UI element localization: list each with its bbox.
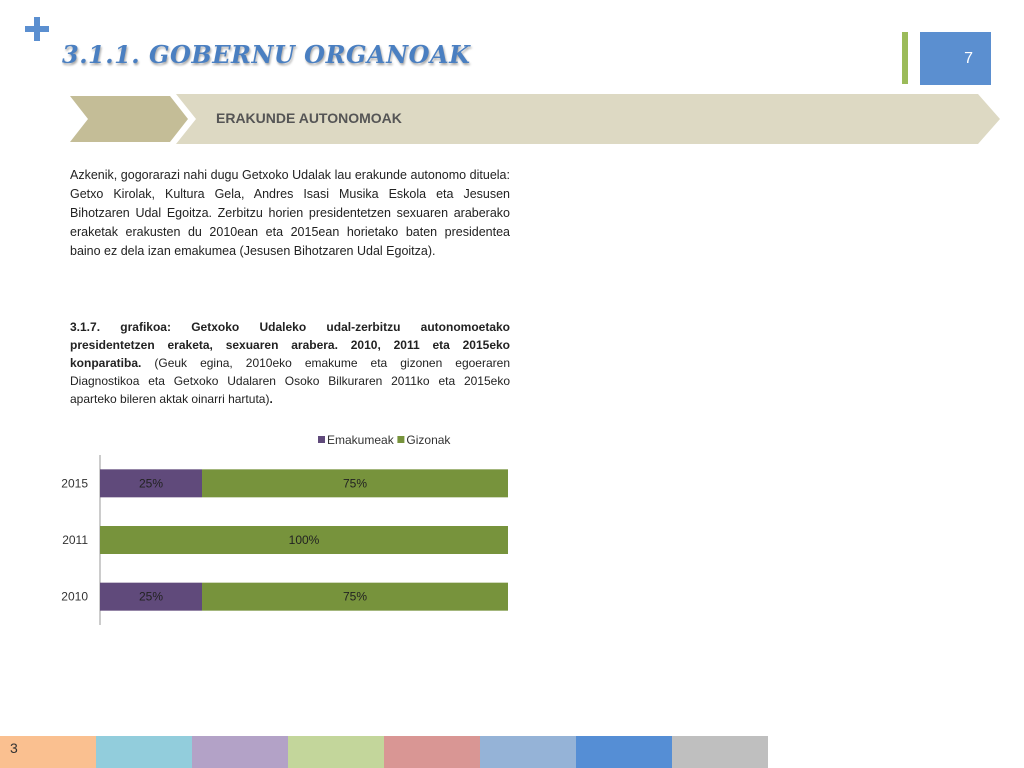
legend-label: Gizonak	[406, 433, 451, 447]
footer-strip-segment	[192, 736, 288, 768]
legend-swatch	[397, 436, 404, 443]
footer-strip-segment	[384, 736, 480, 768]
chart-caption	[70, 318, 510, 408]
footer-strip-segment	[288, 736, 384, 768]
stacked-bar-chart	[40, 425, 520, 635]
data-label: 75%	[342, 476, 368, 491]
caption-bold: 3.1.7. grafikoa: Getxoko Udaleko udal-zerbitzu autonomoetako presidentetzen eraketa, sexuaren arabera. 2010, 2011 eta 2015eko konparatiba.	[70, 320, 510, 370]
plus-icon	[24, 16, 50, 42]
data-label: 100%	[288, 533, 320, 547]
footer-strip-segment	[672, 736, 768, 768]
banner-chevron-dark	[70, 96, 188, 142]
page-number: 7	[920, 32, 991, 85]
section-banner	[70, 94, 1000, 144]
page-title: 3.1.1. GOBERNU ORGANOAK	[62, 40, 471, 69]
footer-strip-segment	[576, 736, 672, 768]
data-label: 75%	[342, 589, 368, 604]
data-label: 25%	[138, 476, 164, 491]
legend-label: Emakumeak	[327, 433, 394, 447]
category-tick-label: 2011	[62, 533, 88, 547]
section-label: ERAKUNDE AUTONOMOAK	[216, 110, 402, 126]
slide-number: 3	[10, 740, 18, 756]
category-tick-label: 2010	[61, 589, 88, 604]
footer-strip-segment	[96, 736, 192, 768]
accent-divider	[902, 32, 908, 84]
footer-strip-segment	[480, 736, 576, 768]
footer-color-strip	[0, 736, 768, 768]
caption-normal: (Geuk egina, 2010eko emakume eta gizonen egoeraren Diagnostikoa eta Getxoko Udalaren Osoko Bilkuraren 2011ko eta 2015eko aparteko bileren aktak oinarri hartuta)	[70, 356, 510, 406]
category-tick-label: 2015	[61, 476, 88, 491]
caption-end: .	[269, 392, 273, 406]
data-label: 25%	[138, 589, 164, 604]
legend-swatch	[318, 436, 325, 443]
body-paragraph: Azkenik, gogorarazi nahi dugu Getxoko Udalak lau erakunde autonomo dituela: Getxo Kirolak, Kultura Gela, Andres Isasi Musika Eskola eta Jesusen Bihotzaren Udal Egoitza. Zerbitzu horien presidentetzen sexuaren araberako eraketak erakusten du 2010ean eta 2015ean horietako baten presidentea baino ez dela izan emakumea (Jesusen Bihotzaren Udal Egoitza).	[70, 168, 510, 258]
